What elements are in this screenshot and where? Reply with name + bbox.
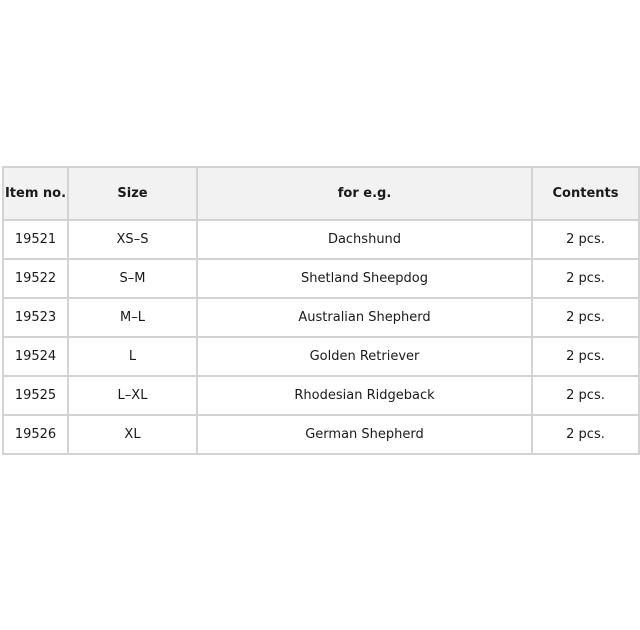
breed-cell: Australian Shepherd <box>197 298 532 337</box>
item-no-cell: 19524 <box>3 337 68 376</box>
header-contents: Contents <box>532 167 639 220</box>
table-row <box>3 415 639 454</box>
header-row <box>3 167 639 220</box>
item-no-cell: 19523 <box>3 298 68 337</box>
breed-cell: Dachshund <box>197 220 532 259</box>
table-row <box>3 376 639 415</box>
table-row <box>3 220 639 259</box>
header-size: Size <box>68 167 197 220</box>
contents-cell: 2 pcs. <box>532 220 639 259</box>
size-cell: L–XL <box>68 376 197 415</box>
contents-cell: 2 pcs. <box>532 259 639 298</box>
item-no-cell: 19522 <box>3 259 68 298</box>
breed-cell: German Shepherd <box>197 415 532 454</box>
size-cell: M–L <box>68 298 197 337</box>
contents-cell: 2 pcs. <box>532 376 639 415</box>
breed-cell: Golden Retriever <box>197 337 532 376</box>
item-no-cell: 19521 <box>3 220 68 259</box>
item-no-cell: 19526 <box>3 415 68 454</box>
breed-cell: Shetland Sheepdog <box>197 259 532 298</box>
table-body <box>3 220 639 454</box>
contents-cell: 2 pcs. <box>532 337 639 376</box>
table-row <box>3 337 639 376</box>
size-cell: XL <box>68 415 197 454</box>
item-no-cell: 19525 <box>3 376 68 415</box>
table-row <box>3 298 639 337</box>
contents-cell: 2 pcs. <box>532 415 639 454</box>
size-cell: L <box>68 337 197 376</box>
header-for-eg: for e.g. <box>197 167 532 220</box>
contents-cell: 2 pcs. <box>532 298 639 337</box>
table-header <box>3 167 639 220</box>
header-item-no: Item no. <box>3 167 68 220</box>
breed-cell: Rhodesian Ridgeback <box>197 376 532 415</box>
size-cell: XS–S <box>68 220 197 259</box>
size-cell: S–M <box>68 259 197 298</box>
table-row <box>3 259 639 298</box>
size-table <box>2 166 640 455</box>
